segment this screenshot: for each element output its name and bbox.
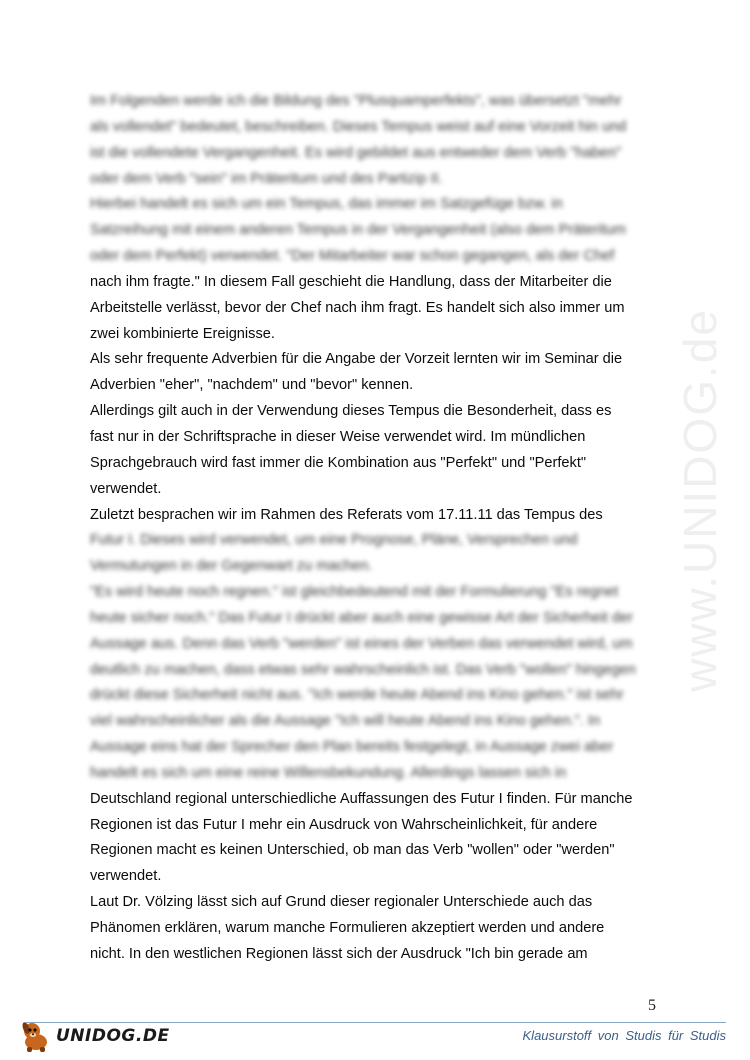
text-line: Phänomen erklären, warum manche Formulieren akzeptiert werden und andere: [90, 920, 605, 936]
text-line: Adverbien "eher", "nachdem" und "bevor" kennen.: [90, 377, 414, 394]
footer-tagline: Klausurstoff von Studis für Studis: [522, 1028, 726, 1043]
text-line: Sprachgebrauch wird fast immer die Kombination aus "Perfekt" und "Perfekt": [90, 454, 587, 471]
text-line: verwendet.: [90, 480, 162, 497]
page-number: 5: [648, 997, 656, 1014]
blurred-text-line: "Es wird heute noch regnen." ist gleichbedeutend mit der Formulierung "Es regnet: [90, 584, 619, 601]
blurred-text-line: deutlich zu machen, dass etwas sehr wahrscheinlich ist. Das Verb "wollen" hingegen: [90, 661, 636, 678]
text-line: fast nur in der Schriftsprache in dieser Weise verwendet wird. Im mündlichen: [90, 428, 586, 445]
blurred-text-line: drückt diese Sicherheit nicht aus. "Ich werde heute Abend ins Kino gehen." ist sehr: [90, 687, 624, 704]
text-line: Arbeitstelle verlässt, bevor der Chef nach ihm fragt. Es handelt sich also immer um: [90, 299, 625, 316]
blurred-text-line: oder dem Verb "sein" im Präteritum und des Partizip II.: [90, 170, 443, 187]
text-line: Regionen macht es keinen Unterschied, ob man das Verb "wollen" oder "werden": [90, 842, 615, 859]
blurred-text-line: Aussage aus. Denn das Verb "werden" ist eines der Verben das verwendet wird, um: [90, 635, 633, 652]
text-line: nicht. In den westlichen Regionen lässt sich der Ausdruck "Ich bin gerade am: [90, 945, 588, 962]
logo-text: UNIDOG.DE: [56, 1026, 170, 1046]
blurred-text-line: oder dem Perfekt) verwendet. "Der Mitarbeiter war schon gegangen, als der Chef: [90, 248, 615, 265]
text-line: Laut Dr. Völzing lässt sich auf Grund dieser regionaler Unterschiede auch das: [90, 894, 593, 911]
watermark-text: www.UNIDOG.de: [674, 308, 727, 692]
blurred-text-line: Satzreihung mit einem anderen Tempus in der Vergangenheit (also dem Präteritum: [90, 222, 626, 239]
blurred-text-line: Vermutungen in der Gegenwart zu machen.: [90, 558, 373, 575]
text-line: Als sehr frequente Adverbien für die Angabe der Vorzeit lernten wir im Seminar die: [90, 351, 623, 368]
document-body: [90, 89, 670, 968]
text-line: zwei kombinierte Ereignisse.: [90, 325, 275, 342]
blurred-text-line: viel wahrscheinlicher als die Aussage "Ich will heute Abend ins Kino gehen.". In: [90, 713, 601, 730]
text-line: Deutschland regional unterschiedliche Auffassungen des Futur I finden. Für manche: [90, 790, 633, 807]
blurred-text-line: als vollendet" bedeutet, beschreiben. Dieses Tempus weist auf eine Vorzeit hin und: [90, 118, 627, 135]
blurred-text-line: heute sicher noch." Das Futur I drückt aber auch eine gewisse Art der Sicherheit der: [90, 609, 633, 626]
blurred-text-line: handelt es sich um eine reine Willensbekundung. Allerdings lassen sich in: [90, 764, 567, 781]
text-line: verwendet.: [90, 868, 162, 885]
blurred-text-line: Aussage eins hat der Sprecher den Plan bereits festgelegt, in Aussage zwei aber: [90, 739, 614, 756]
watermark: [668, 260, 732, 740]
text-line: Zuletzt besprachen wir im Rahmen des Referats vom 17.11.11 das Tempus des: [90, 506, 603, 523]
text-line: Allerdings gilt auch in der Verwendung dieses Tempus die Besonderheit, dass es: [90, 403, 612, 420]
blurred-text-line: Im Folgenden werde ich die Bildung des "Plusquamperfekts", was übersetzt "mehr: [90, 93, 622, 109]
blurred-text-line: Futur I. Dieses wird verwendet, um eine Prognose, Pläne, Versprechen und: [90, 532, 578, 549]
text-line: nach ihm fragte." In diesem Fall geschieht die Handlung, dass der Mitarbeiter die: [90, 273, 612, 290]
blurred-text-line: Hierbei handelt es sich um ein Tempus, das immer im Satzgefüge bzw. in: [90, 196, 563, 213]
unidog-logo: [18, 1016, 170, 1056]
dog-mascot-icon: [18, 1018, 54, 1054]
text-line: Regionen ist das Futur I mehr ein Ausdruck von Wahrscheinlichkeit, für andere: [90, 816, 598, 833]
blurred-text-line: ist die vollendete Vergangenheit. Es wird gebildet aus entweder dem Verb "haben": [90, 144, 622, 161]
